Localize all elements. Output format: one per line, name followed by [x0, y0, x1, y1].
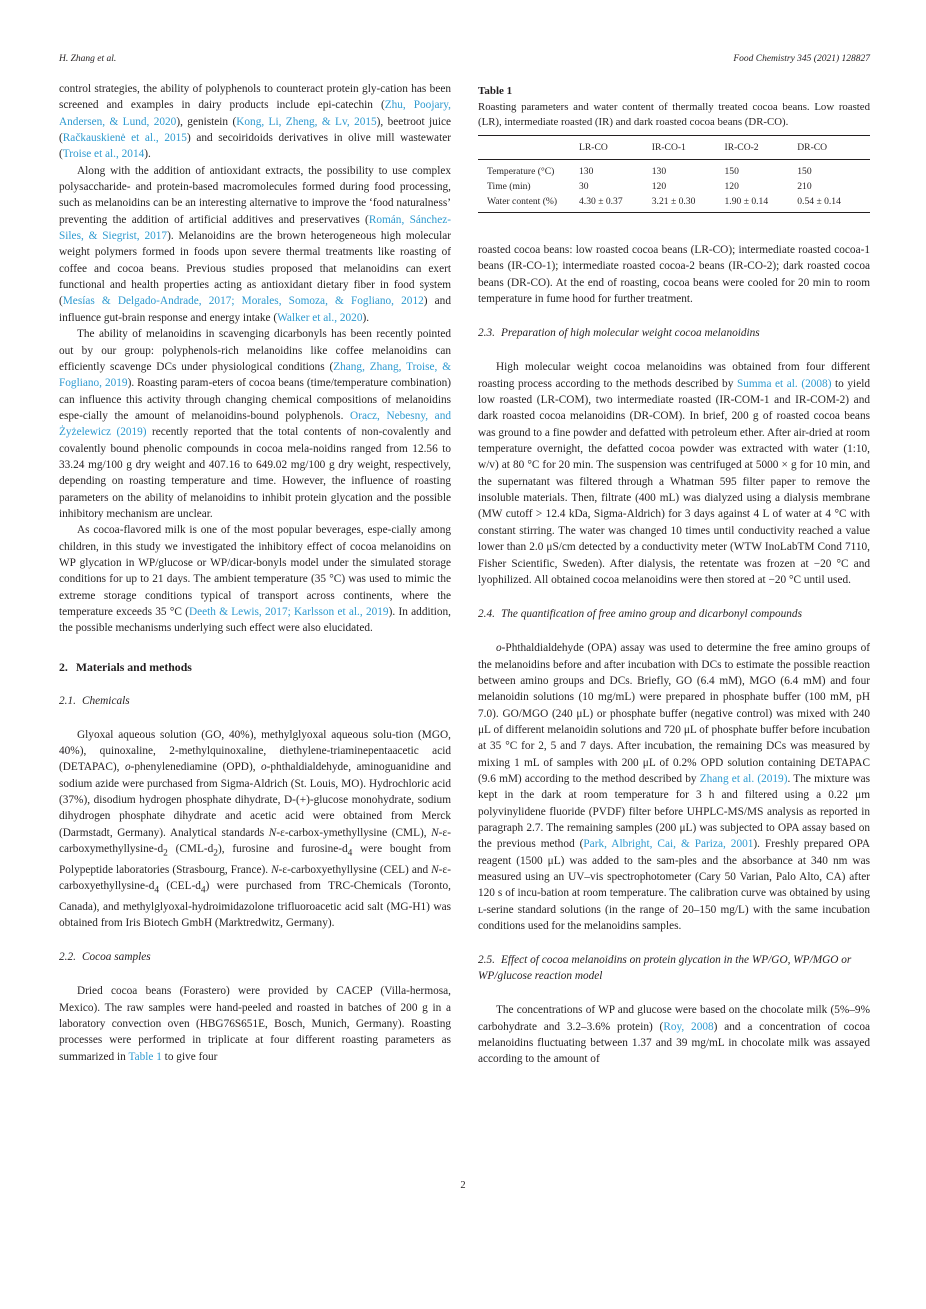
table-row: Water content (%) 4.30 ± 0.37 3.21 ± 0.30 1.90 ± 0.14 0.54 ± 0.14 — [478, 194, 870, 213]
subsection-heading-chemicals: 2.1. Chemicals — [59, 694, 130, 707]
citation-link[interactable]: Zhang, Zhang, Troise, & Fogliano, 2019 — [59, 360, 451, 390]
citation-link[interactable]: Kong, Li, Zheng, & Lv, 2015 — [236, 115, 377, 128]
left-column — [59, 81, 451, 1065]
table-1 — [478, 84, 870, 213]
citation-link[interactable]: Summa et al. (2008) — [736, 377, 832, 390]
subsection-heading-cocoa-samples: 2.2. Cocoa samples — [59, 951, 151, 964]
subsection-heading-quantification: 2.4. The quantification of free amino group and dicarbonyl compounds — [478, 608, 802, 621]
subsection-heading-preparation: 2.3. Preparation of high molecular weight cocoa melanoidins — [478, 327, 760, 340]
table-1-link[interactable]: Table 1 — [128, 1050, 162, 1063]
quantification-paragraph: o-Phthaldialdehyde (OPA) assay was used to determine the free amino groups of the melanoidins before and after incubation with DCs to estimate the possible reaction between amino groups and DCs. Briefly, GO (6.4 mM), MGO (6.4 mM) and four melanoidin solutions (10 mg/mL) were prepared in phosphate buffer (100 mM, pH 7.0). GO/MGO (240 μL) or phosphate buffer (negative control) was mixed with 240 μL of different melanoidin solutions and 720 μL of phosphate buffer before incubation at 35 °C for 2, 5 and 7 days. After incubation, the remaining DCs was measured by mixing 1 mL of samples with 200 μL of 0.2% OPD solution containing DETAPAC (9.6 mM) according to the method described by Zhang et al. (2019). The mixture was kept in the dark at room temperature for 3 h and filtered using a 0.22 μm polyvinylidene fluoride (PVDF) filter before UHPLC-MS/MS analysis as reported in paragraph 2.7. The remaining samples (200 μL) was subjected to OPA assay based on the previous method (Park, Albright, Cai, & Pariza, 2001). Freshly prepared OPA reagent (1500 μL) was added to the sam-ples and the absorbance at 340 nm was measured using an UV–vis spectrophotometer (Cary 50 Varian, Palo Alto, CA) after 120 s of incu-bation at room temperature. The calibration curve was obtained by using ʟ-serine standard solutions (in the range of 20–150 mg/L) with the same incubation conditions used for the melanoidins samples. — [478, 642, 870, 933]
table-row: Time (min) 30 120 120 210 — [487, 181, 812, 192]
table-row: Temperature (°C) 130 130 150 150 — [487, 166, 812, 177]
running-header-journal: Food Chemistry 345 (2021) 128827 — [733, 54, 870, 64]
citation-link[interactable]: Walker et al., 2020 — [277, 311, 363, 324]
citation-link[interactable]: Oracz, Nebesny, and Żyżelewicz (2019) — [59, 409, 451, 439]
citation-link[interactable]: Park, Albright, Cai, & Pariza, 2001 — [583, 838, 754, 851]
cocoa-samples-continued-paragraph: roasted cocoa beans: low roasted cocoa beans (LR-CO); intermediate roasted cocoa-1 beans (IR-CO-1); intermediate roasted cocoa-2 beans (IR-CO-2); dark roasted cocoa beans (DR-CO). At the end of roasting, cocoa beans were cooled for 20 min to room temperature in fume hood for further treatment. — [478, 244, 870, 306]
citation-link[interactable]: Deeth & Lewis, 2017; Karlsson et al., 2019 — [188, 606, 389, 618]
citation-link[interactable]: Román, Sánchez-Siles, & Siegrist, 2017 — [59, 213, 451, 243]
chemicals-paragraph: Glyoxal aqueous solution (GO, 40%), methylglyoxal aqueous solu-tion (MGO, 40%), quinoxaline, 2-methylquinoxaline, diethylene-triaminepentaacetic acid (DETAPAC), o-phenylenediamine (OPD), o-phthaldialdehyde, aminoguanidine and sodium azide were purchased from Sigma-Aldrich (St. Louis, MO). Hydrochloric acid (37%), disodium hydrogen phosphate dihydrate, D-(+)-glucose monohydrate, sodium dihydrogen phosphate dihydrate and acetic acid were obtained from Merck (Darmstadt, Germany). Analytical standards N-ε-carbox-ymethyllysine (CML), $N-\varepsilon-carboxymethyllysine-d_2$ $(CML-d_2)$, furosine and furosine-$d_4$ were bought from Polypeptide laboratories (Strasbourg, France). N-ε-carboxyethyllysine (CEL) and $N-\varepsilon-carboxyethyllysine-d_4$ $(CEL-d_4)$ were purchased from TRC-Chemicals (Toronto, Canada), and methylglyoxal-hydroimidazolone trifluoroacetic acid salt (MG-H1) was obtained from Iris Biotech GmbH (Marktredwitz, Germany). — [59, 728, 451, 929]
citation-link[interactable]: Troise et al., 2014 — [62, 148, 145, 161]
intro-paragraph-4: As cocoa-flavored milk is one of the most popular beverages, espe-cially among children, in this study we investigated the inhibitory effect of cocoa melanoidins on WP glycation in WP/glucose or WP/dicar-bonyls model under the simulated storage conditions for up to 21 days. The ambient temperature (35 °C) was used to mimic the extreme storage conditions typical of transport across continents, where the temperature exceeds 35 °C (Deeth & Lewis, 2017; Karlsson et al., 2019). In addition, the possible mechanisms underlying such effect were also elucidated. — [59, 524, 452, 635]
preparation-paragraph: High molecular weight cocoa melanoidins was obtained from four different roasting process according to the methods described by Summa et al. (2008) to yield low roasted (LR-COM), two intermediate roasted (IR-COM-1 and IR-COM-2) and dark roasted cocoa melanoidins (DR-COM). In brief, 200 g of roasted cocoa beans was ground to a fine powder and defatted with petroleum ether. After air-dried at room temperature overnight, the defatted cocoa powder was extracted with water (1:10, w/v) at 80 °C for 20 min. The suspension was centrifuged at 5000 × g for 10 min, and the supernatant was filtered through a Whatman 595 filter paper to remove the insoluble materials. Then, filtrate (400 mL) was dialyzed using a dialysis membrane (MW cutoff > 12.4 kDa, Sigma-Aldrich) for 3 days against 4 L of water at 4 °C with constant stirring. The water was changed 10 times until conductivity reached a value lower than 2.0 μS/cm detected by a conductivity meter (WTW InoLabTM Cond 7110, Fisher Scientific, Sweden). After dialysis, the retentate was frozen at −20 °C and lyophilized. All obtained cocoa melanoidins were then stored at −20 °C until used. — [478, 361, 870, 586]
effect-paragraph: The concentrations of WP and glucose were based on the chocolate milk (5%–9% carbohydrate and 3.2–3.6% protein) (Roy, 2008) and a concentration of cocoa melanoidins fluctuating between 1.37 and 39 mg/mL in chocolate milk was assayed according to the amount of — [478, 1004, 870, 1066]
table-title: Table 1 — [478, 85, 513, 97]
table-caption: Roasting parameters and water content of thermally treated cocoa beans. Low roasted (LR), intermediate roasted (IR) and dark roasted cocoa beans (DR-CO). — [478, 101, 870, 128]
intro-paragraph-1: control strategies, the ability of polyphenols to counteract protein gly-cation has been screened and examples in dairy products include epi-catechin (Zhu, Poojary, Andersen, & Lund, 2020), genistein (Kong, Li, Zheng, & Lv, 2015), beetroot juice (Račkauskienė et al., 2015) and secoiridoids derivatives in olive mill wastewater (Troise et al., 2014). — [59, 83, 451, 161]
page-number: 2 — [460, 1180, 466, 1191]
intro-paragraph-2: Along with the addition of antioxidant extracts, the possibility to use complex polysaccharide- and protein-based macromolecules formed during food processing, such as melanoidins can be an interesting alternative to improve the ‘food naturalness’ preventing the addition of artificial additives and preservatives (Román, Sánchez-Siles, & Siegrist, 2017). Melanoidins are the brown heterogeneous high molecular weight polymers formed in foods upon severe thermal treatments like roasting of coffee and cocoa beans. Previous studies proposed that melanoidins can exert functional and health properties acting as antioxidant dietary fiber in food system (Mesías & Delgado-Andrade, 2017; Morales, Somoza, & Fogliano, 2012) and influence gut-brain response and energy intake (Walker et al., 2020). — [59, 164, 451, 324]
citation-link[interactable]: Mesías & Delgado-Andrade, 2017; Morales, Somoza, & Fogliano, 2012 — [62, 295, 424, 308]
citation-link[interactable]: Račkauskienė et al., 2015 — [62, 132, 187, 145]
intro-paragraph-3: The ability of melanoidins in scavenging dicarbonyls has been recently pointed out by our group: polyphenols-rich melanoidins like coffee melanoidins can efficiently scavenge DCs under physiological conditions (Zhang, Zhang, Troise, & Fogliano, 2019). Roasting param-eters of cocoa beans (time/temperature combination) can influence this activity through changing chemical compositions of melanoidins espe-cially the amount of melanoidins-bound polyphenols. Oracz, Nebesny, and Żyżelewicz (2019) recently reported that the total contents of non-covalently and covalently bound phenolic compounds in cocoa mela-noidins ranged from 12.56 to 33.24 mg/100 g dry weight and 407.16 to 649.02 mg/100 g dry weight, respectively, depending on roasting temperature and time. However, the influence of roasting parameters on the ability of melanoidins to inhibit protein glycation and the possible inhibitory mechanism are unclear. — [59, 328, 451, 520]
right-column — [478, 81, 870, 1068]
citation-link[interactable]: Zhang et al. (2019) — [699, 772, 788, 785]
citation-link[interactable]: Zhu, Poojary, Andersen, & Lund, 2020 — [59, 99, 451, 128]
subsection-heading-effect: 2.5. Effect of cocoa melanoidins on protein glycation in the WP/GO, WP/MGO or WP/glucose reaction model — [478, 954, 852, 983]
table-header-row: LR-CO IR-CO-1 IR-CO-2 DR-CO — [478, 136, 870, 160]
citation-link[interactable]: Roy, 2008 — [663, 1020, 714, 1033]
cocoa-samples-paragraph: Dried cocoa beans (Forastero) were provided by CACEP (Villa-hermosa, Mexico). The raw samples were hand-peeled and roasted in batches of 200 g in a laboratory convection oven (HBG76S651E, Bosch, Munich, Germany). Roasting processes were performed in triplicate at four different roasting parameters as summarized in Table 1 to give four — [59, 985, 451, 1063]
running-header-authors: H. Zhang et al. — [59, 54, 117, 64]
roasting-parameters-table — [478, 135, 870, 213]
section-heading-materials-methods: 2. Materials and methods — [59, 659, 192, 674]
